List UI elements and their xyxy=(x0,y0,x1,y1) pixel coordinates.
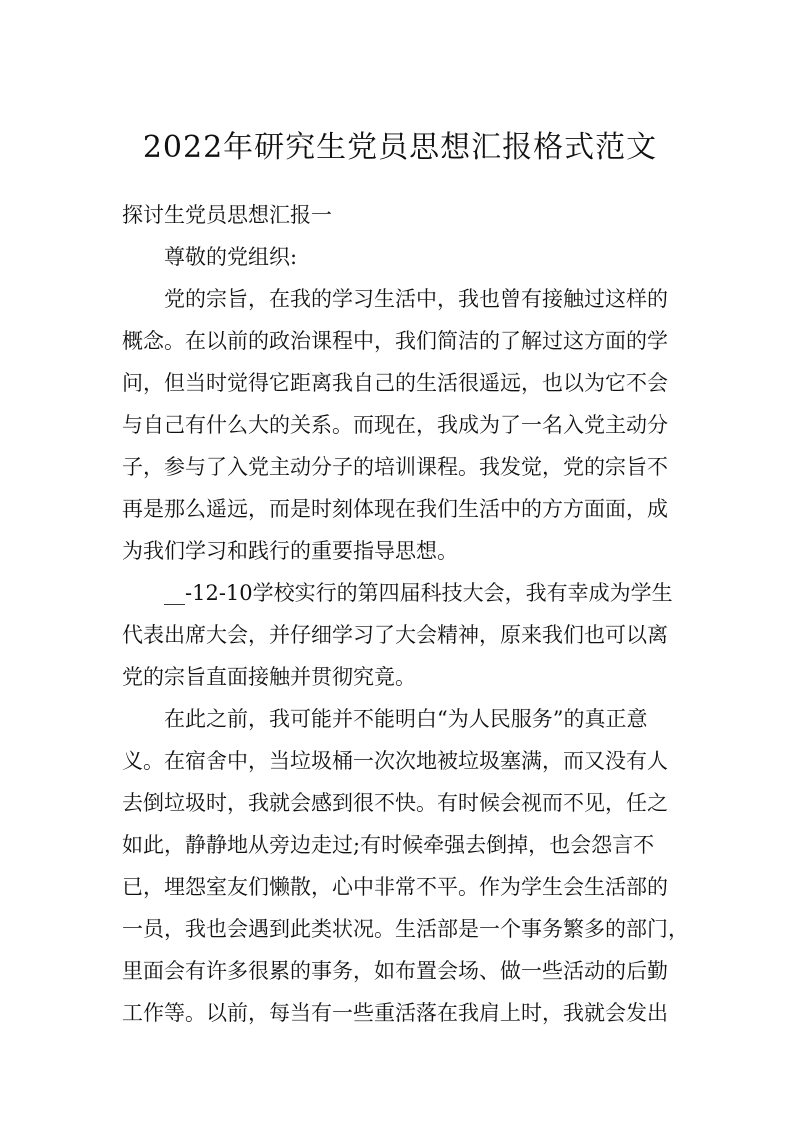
body-line: 子，参与了入党主动分子的培训课程。我发觉，党的宗旨不 xyxy=(122,455,668,479)
body-line: 已，埋怨室友们懒散，心中非常不平。作为学生会生活部的 xyxy=(122,875,668,899)
body-line: 工作等。以前，每当有一些重活落在我肩上时，我就会发出 xyxy=(122,1001,668,1025)
body-line: 党的宗旨，在我的学习生活中，我也曾有接触过这样的 xyxy=(164,287,668,311)
body-line: 去倒垃圾时，我就会感到很不快。有时候会视而不见，任之 xyxy=(122,791,668,815)
body-line: 概念。在以前的政治课程中，我们简洁的了解过这方面的学 xyxy=(122,329,668,353)
body-line: 在此之前，我可能并不能明白“为人民服务”的真正意 xyxy=(164,707,648,731)
body-line: 为我们学习和践行的重要指导思想。 xyxy=(122,539,458,563)
body-line: 问，但当时觉得它距离我自己的生活很遥远，也以为它不会 xyxy=(122,371,668,395)
document-title: 2022年研究生党员思想汇报格式范文 xyxy=(142,130,658,165)
body-line: 一员，我也会遇到此类状况。生活部是一个事务繁多的部门， xyxy=(122,917,689,941)
body-line: 里面会有许多很累的事务，如布置会场、做一些活动的后勤 xyxy=(122,959,668,983)
body-line: __-12-10学校实行的第四届科技大会，我有幸成为学生 xyxy=(164,581,673,605)
salutation: 尊敬的党组织: xyxy=(164,245,298,269)
body-line: 与自己有什么大的关系。而现在，我成为了一名入党主动分 xyxy=(122,413,668,437)
body-line: 代表出席大会，并仔细学习了大会精神，原来我们也可以离 xyxy=(122,623,668,647)
subtitle: 探讨生党员思想汇报一 xyxy=(122,203,332,227)
body-line: 如此，静静地从旁边走过;有时候牵强去倒掉，也会怨言不 xyxy=(122,833,655,857)
body-line: 义。在宿舍中，当垃圾桶一次次地被垃圾塞满，而又没有人 xyxy=(122,749,668,773)
body-line: 党的宗旨直面接触并贯彻究竟。 xyxy=(122,665,416,689)
body-line: 再是那么遥远，而是时刻体现在我们生活中的方方面面，成 xyxy=(122,497,668,521)
